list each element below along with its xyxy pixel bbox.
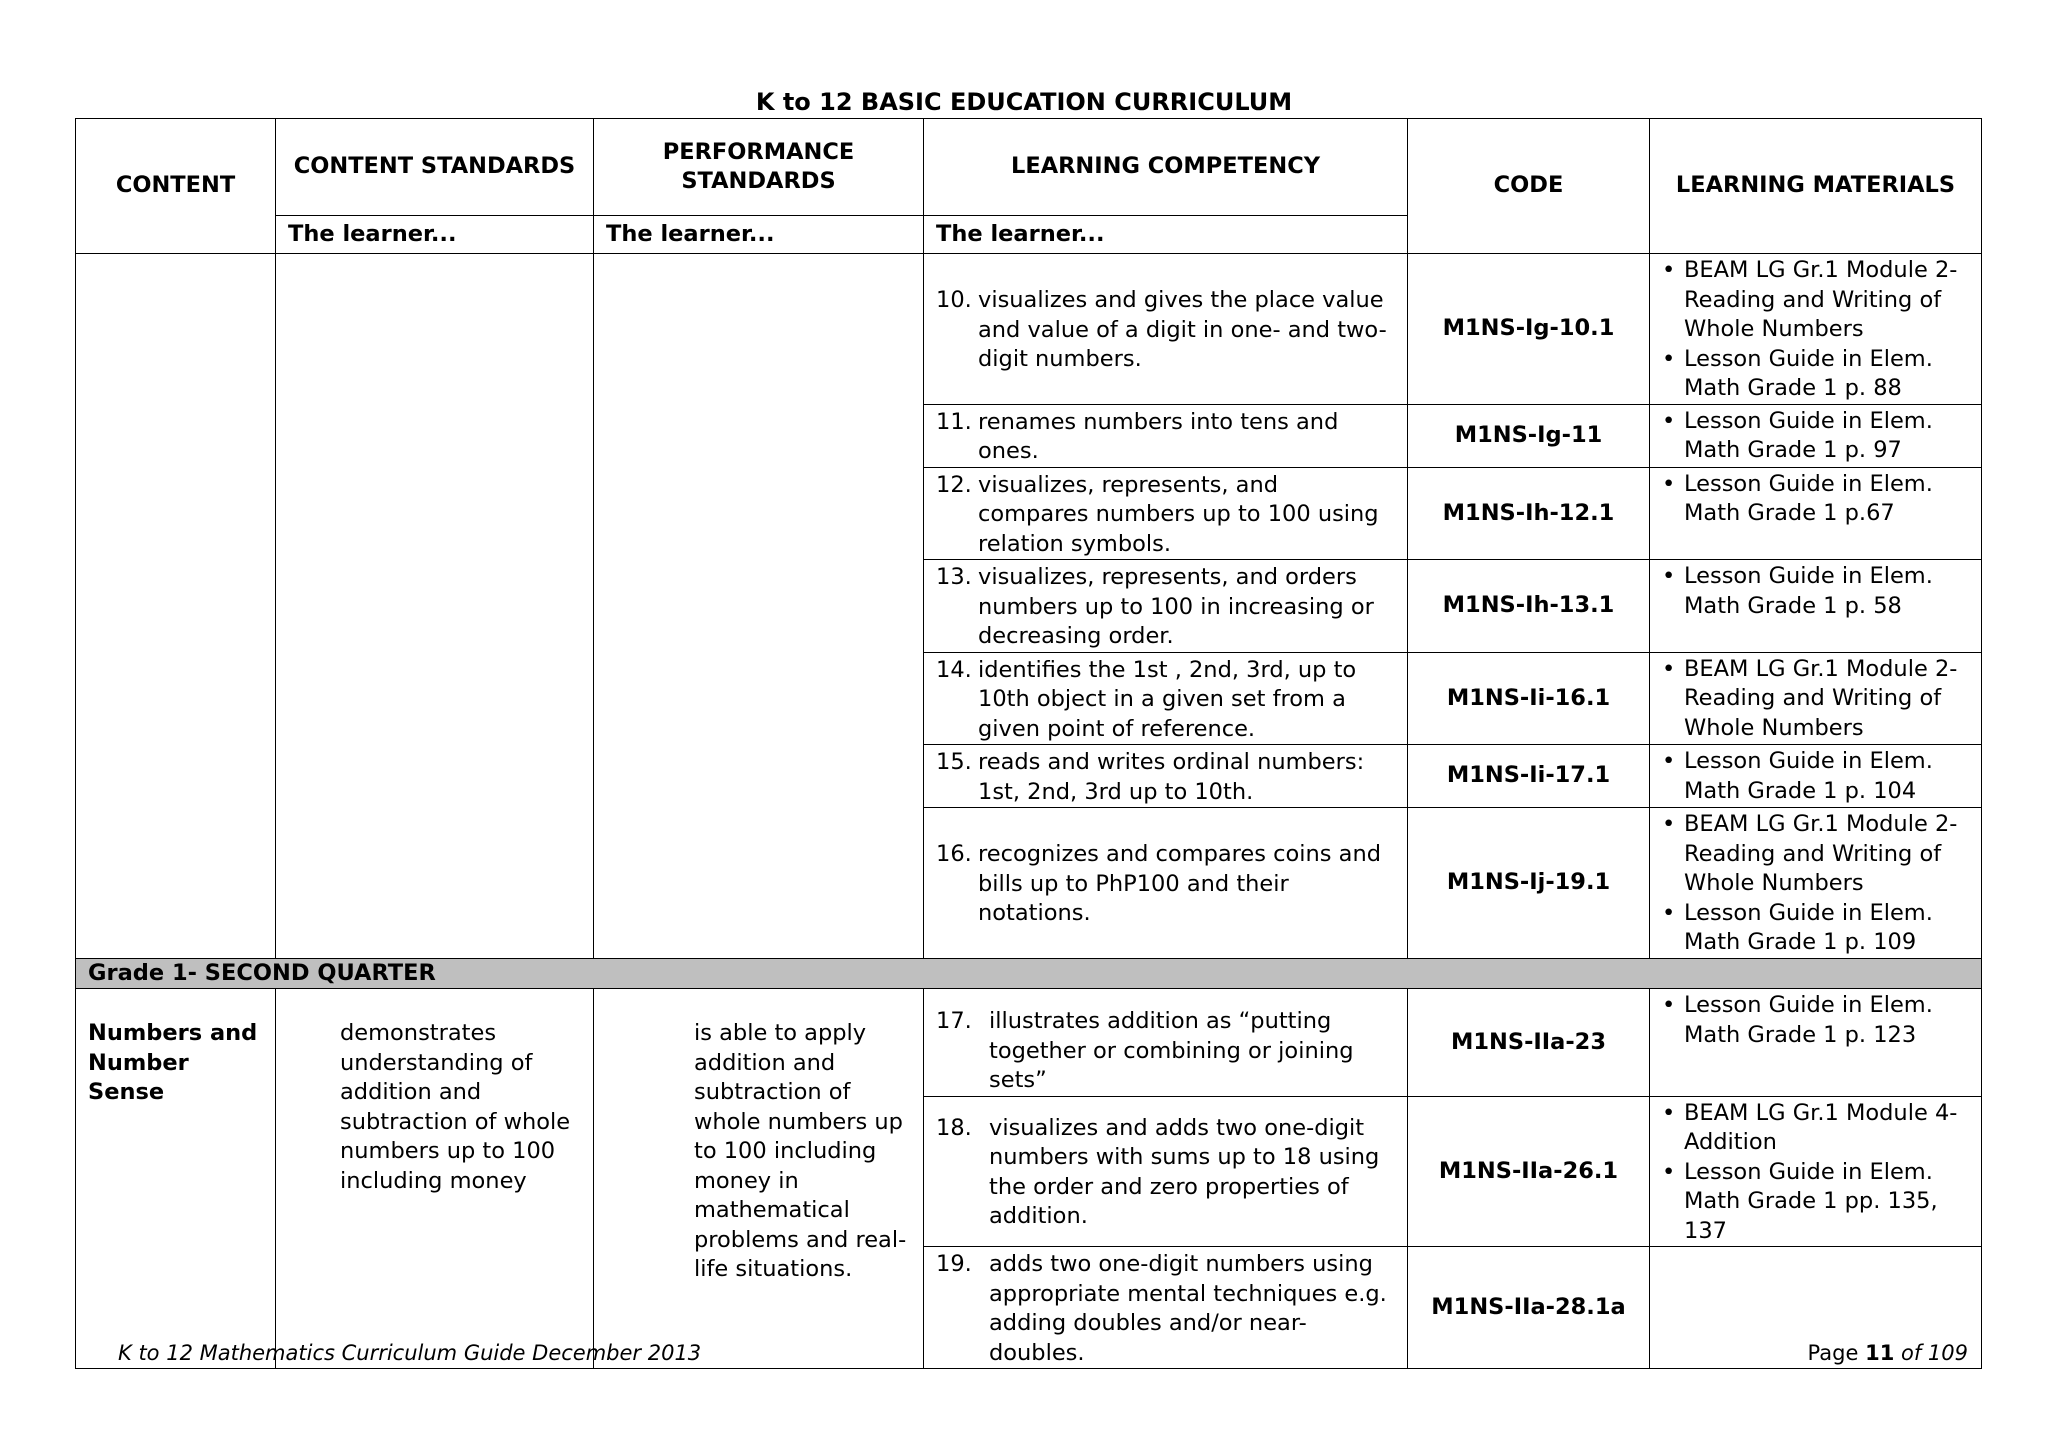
quarter-heading: Grade 1- SECOND QUARTER [76,958,1982,989]
materials-cell [1650,254,1982,405]
competency-cell: 18. visualizes and adds two one-digit numbers with sums up to 18 using the order and zero properties of addition. [924,1096,1408,1247]
material-item: • Lesson Guide in Elem. Math Grade 1 p. 97 [1662,407,1977,466]
material-item: • Lesson Guide in Elem. Math Grade 1 p. 123 [1662,991,1977,1050]
code-cell: M1NS-IIa-26.1 [1408,1096,1650,1247]
materials-cell [1650,652,1982,745]
content-standard-cell-empty [276,254,594,959]
competency-cell: 12. visualizes, represents, and compares numbers up to 100 using relation symbols. [924,467,1408,560]
footer-page-number: Page 11 of 109 [1807,1341,1968,1365]
competency-cell: 13. visualizes, represents, and orders numbers up to 100 in increasing or decreasing order. [924,560,1408,653]
header-learner-2: The learner... [594,216,924,254]
material-item: • Lesson Guide in Elem. Math Grade 1 p. 104 [1662,747,1977,806]
code-cell: M1NS-IIa-23 [1408,989,1650,1097]
footer-document-name: K to 12 Mathematics Curriculum Guide December 2013 [118,1341,702,1365]
header-learning-materials: LEARNING MATERIALS [1650,119,1982,254]
competency-cell: 15. reads and writes ordinal numbers: 1st, 2nd, 3rd up to 10th. [924,745,1408,808]
materials-cell [1650,808,1982,959]
header-code: CODE [1408,119,1650,254]
code-cell: M1NS-Ig-10.1 [1408,254,1650,405]
header-performance-standards: PERFORMANCE STANDARDS [594,119,924,216]
material-item: • BEAM LG Gr.1 Module 4- Addition [1662,1099,1977,1158]
material-item: • BEAM LG Gr.1 Module 2- Reading and Writing of Whole Numbers [1662,810,1977,899]
code-cell: M1NS-Ih-13.1 [1408,560,1650,653]
header-learner-1: The learner... [276,216,594,254]
second-quarter-body [76,958,1982,1369]
header-learning-competency: LEARNING COMPETENCY [924,119,1408,216]
performance-standard-cell-empty [594,254,924,959]
code-cell: M1NS-Ih-12.1 [1408,467,1650,560]
code-cell: M1NS-Ii-17.1 [1408,745,1650,808]
material-item: • BEAM LG Gr.1 Module 2- Reading and Writing of Whole Numbers [1662,655,1977,744]
material-item: • Lesson Guide in Elem. Math Grade 1 pp. 135, 137 [1662,1158,1977,1247]
competency-cell: 11. renames numbers into tens and ones. [924,404,1408,467]
code-cell: M1NS-Ii-16.1 [1408,652,1650,745]
code-cell: M1NS-IIa-28.1a [1408,1247,1650,1369]
competency-cell: 14. identifies the 1st , 2nd, 3rd, up to 10th object in a given set from a given point of reference. [924,652,1408,745]
competency-cell: 17. illustrates addition as “putting together or combining or joining sets” [924,989,1408,1097]
materials-cell [1650,467,1982,560]
curriculum-table [75,118,1982,1369]
competency-cell: 10. visualizes and gives the place value and value of a digit in one- and two-digit numbers. [924,254,1408,405]
competency-cell: 19. adds two one-digit numbers using appropriate mental techniques e.g. adding doubles and/or near-doubles. [924,1247,1408,1369]
material-item: • Lesson Guide in Elem. Math Grade 1 p. 88 [1662,345,1977,404]
materials-cell [1650,989,1982,1097]
first-quarter-body [76,254,1982,959]
header-learner-3: The learner... [924,216,1408,254]
code-cell: M1NS-Ij-19.1 [1408,808,1650,959]
content-standard-cell: demonstrates understanding of addition and subtraction of whole numbers up to 100 including money [276,989,594,1369]
material-item: • Lesson Guide in Elem. Math Grade 1 p. 58 [1662,562,1977,621]
material-item: • Lesson Guide in Elem. Math Grade 1 p. 109 [1662,899,1977,958]
material-item: • BEAM LG Gr.1 Module 2- Reading and Writing of Whole Numbers [1662,256,1977,345]
materials-cell [1650,560,1982,653]
materials-cell [1650,1096,1982,1247]
code-cell: M1NS-Ig-11 [1408,404,1650,467]
content-cell: Numbers and Number Sense [76,989,276,1369]
document-title: K to 12 BASIC EDUCATION CURRICULUM [755,88,1293,116]
performance-standard-cell: is able to apply addition and subtraction of whole numbers up to 100 including money in mathematical problems and real-life situations. [594,989,924,1369]
content-cell-empty [76,254,276,959]
header-content-standards: CONTENT STANDARDS [276,119,594,216]
materials-cell [1650,404,1982,467]
material-item: • Lesson Guide in Elem. Math Grade 1 p.67 [1662,470,1977,529]
header-content: CONTENT [76,119,276,254]
materials-cell [1650,745,1982,808]
competency-cell: 16. recognizes and compares coins and bills up to PhP100 and their notations. [924,808,1408,959]
